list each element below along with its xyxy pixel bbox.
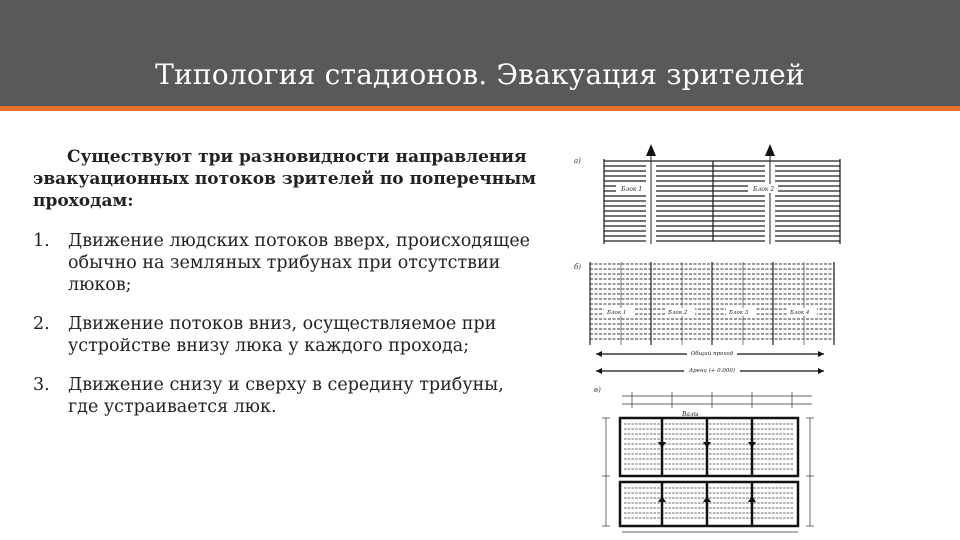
arrow-down-icon — [703, 442, 711, 448]
list-item-text: Движение людских потоков вверх, происходящее обычно на земляных трибунах при отсутствии люков; — [68, 231, 531, 295]
figure-upward-flow — [572, 142, 842, 248]
block-label: Блок 4 — [790, 310, 810, 316]
block-label: Блок 1 — [621, 186, 643, 193]
intro-paragraph — [33, 146, 553, 212]
arrow-up-icon — [646, 144, 656, 156]
list-item-number: 2. — [33, 314, 50, 334]
list-item — [33, 313, 538, 357]
arrow-left-icon — [596, 368, 602, 374]
figure-c-marker: в) — [594, 386, 601, 394]
block-label: Блок 2 — [753, 186, 775, 193]
figure-b-marker: б) — [574, 263, 582, 271]
list-item — [33, 374, 538, 418]
figure-a-marker: а) — [574, 157, 581, 165]
list-item-number: 1. — [33, 231, 50, 251]
block-label: Блок 2 — [668, 310, 688, 316]
downward-flow-diagram — [572, 259, 842, 377]
arrow-left-icon — [596, 351, 602, 357]
arrow-down-icon — [748, 442, 756, 448]
middle-flow-diagram — [592, 384, 824, 538]
arrow-up-icon — [703, 496, 711, 502]
intro-text: Существуют три разновидности направления эвакуационных потоков зрителей по поперечным проходам: — [33, 147, 537, 211]
list-item-number: 3. — [33, 375, 50, 395]
accent-stripe — [0, 106, 960, 111]
top-label: Валы — [682, 411, 699, 418]
block-label: Блок 1 — [607, 310, 627, 316]
text-content — [33, 146, 553, 435]
passage-label: Общий проход — [690, 351, 734, 357]
arena-label: Арена (+ 0.000) — [689, 368, 735, 374]
list-item — [33, 230, 538, 296]
arrow-up-icon — [748, 496, 756, 502]
list-item-text: Движение снизу и сверху в середину трибуны, где устраивается люк. — [68, 375, 504, 417]
figure-middle-flow — [592, 384, 824, 538]
upward-flow-diagram — [572, 142, 842, 248]
arrow-right-icon — [818, 368, 824, 374]
list-item-text: Движение потоков вниз, осуществляемое при устройстве внизу люка у каждого прохода; — [68, 314, 497, 356]
arrow-down-icon — [658, 442, 666, 448]
figure-downward-flow — [572, 259, 842, 377]
slide-title: Типология стадионов. Эвакуация зрителей — [155, 58, 805, 91]
arrow-up-icon — [765, 144, 775, 156]
arrow-up-icon — [658, 496, 666, 502]
arrow-right-icon — [818, 351, 824, 357]
block-label: Блок 3 — [729, 310, 749, 316]
evacuation-list — [33, 230, 553, 418]
